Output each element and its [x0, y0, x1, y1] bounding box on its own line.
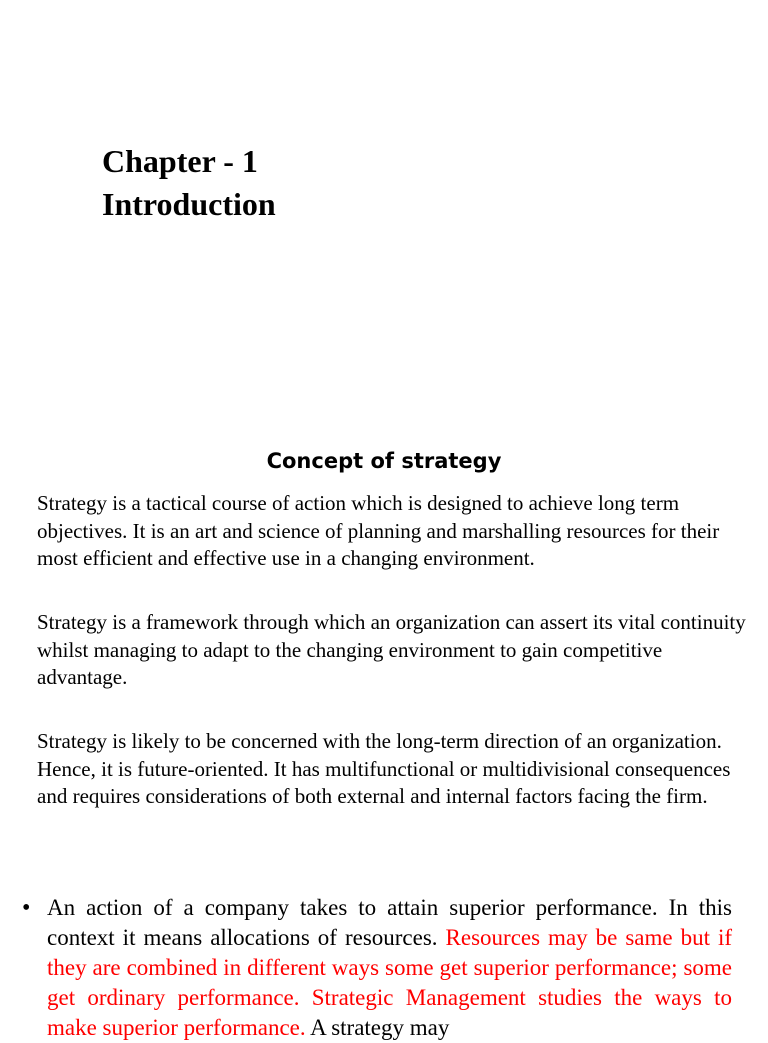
paragraph-2: Strategy is a framework through which an organization can assert its vital continuity whilst managing to adapt to the changing environment to gain competitive advantage.: [37, 610, 746, 689]
section-heading: Concept of strategy: [266, 449, 502, 473]
title-introduction: Introduction: [102, 186, 276, 222]
paragraph-1: Strategy is a tactical course of action which is designed to achieve long term objectives. It is an art and science of planning and marshalling resources for their most efficient and effective use in a changing environment.: [37, 491, 720, 570]
title-chapter: Chapter - 1: [102, 143, 258, 179]
bullet-marker-icon: •: [22, 895, 31, 921]
page-title: [102, 140, 276, 226]
bullet-text-highlight: Resources may be same but if they are combined in different ways some get superior performance; some get ordinary performance. Strategic Management studies the ways to make superior performance.: [47, 925, 732, 1040]
bullet-text: [47, 893, 732, 1043]
bullet-list-item: [22, 893, 732, 1043]
paragraph-3: Strategy is likely to be concerned with the long-term direction of an organization. Hence, it is future-oriented. It has multifunctional or multidivisional consequences and requires considerations of both external and internal factors facing the firm.: [37, 729, 731, 808]
bullet-text-tail: A strategy may: [305, 1015, 450, 1040]
bullet-text-intro: An action of a company takes to attain superior performance. In this context it means allocations of resources.: [47, 895, 732, 950]
